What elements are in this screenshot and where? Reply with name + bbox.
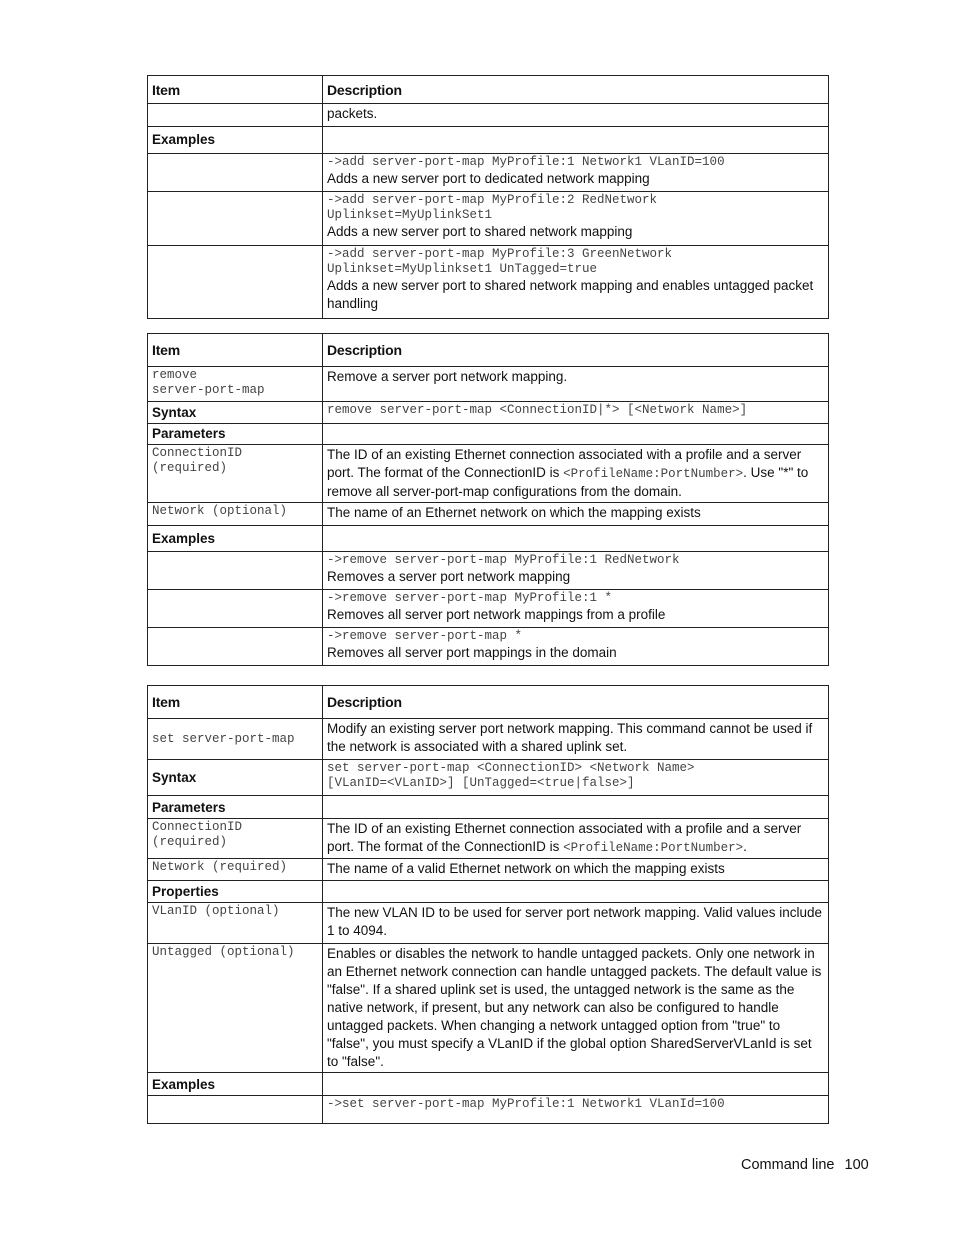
parameters-row bbox=[148, 796, 829, 819]
syntax-text: set server-port-map <ConnectionID> <Network Name> [VLanID=<VLanID>] [UnTagged=<true|false>] bbox=[327, 761, 695, 790]
header-item: Item bbox=[148, 686, 323, 719]
examples-row bbox=[148, 127, 829, 154]
command-name: remove server-port-map bbox=[152, 368, 265, 397]
table-row bbox=[148, 944, 829, 1073]
table-set-server-port-map bbox=[147, 685, 829, 1124]
command-name: set server-port-map bbox=[152, 731, 295, 746]
parameters-label: Parameters bbox=[148, 796, 323, 819]
examples-label: Examples bbox=[148, 1073, 323, 1096]
table-row bbox=[148, 590, 829, 628]
table-row bbox=[148, 192, 829, 246]
table-row bbox=[148, 819, 829, 859]
example-command: ->remove server-port-map MyProfile:1 * bbox=[327, 591, 613, 605]
header-description: Description bbox=[323, 686, 829, 719]
table-row bbox=[148, 104, 829, 127]
properties-label: Properties bbox=[148, 881, 323, 903]
example-description: Adds a new server port to shared network mapping bbox=[327, 224, 633, 239]
table-header-row bbox=[148, 686, 829, 719]
examples-label: Examples bbox=[148, 526, 323, 552]
header-item: Item bbox=[148, 76, 323, 104]
examples-label: Examples bbox=[148, 127, 323, 154]
syntax-row bbox=[148, 402, 829, 424]
table-add-server-port-map-continued bbox=[147, 75, 829, 319]
header-item: Item bbox=[148, 334, 323, 367]
table-row bbox=[148, 552, 829, 590]
param-description: The ID of an existing Ethernet connection associated with a profile and a server port. The format of the ConnectionID is <ProfileName:PortNumber>. Use "*" to remove all server-port-map configurations from the domain. bbox=[323, 445, 829, 503]
example-command: ->set server-port-map MyProfile:1 Network1 VLanId=100 bbox=[327, 1097, 725, 1111]
parameters-label: Parameters bbox=[148, 424, 323, 445]
example-command: ->add server-port-map MyProfile:2 RedNetwork Uplinkset=MyUplinkSet1 bbox=[327, 193, 658, 222]
table-row bbox=[148, 903, 829, 944]
example-command: ->add server-port-map MyProfile:1 Network1 VLanID=100 bbox=[327, 155, 725, 169]
table-row bbox=[148, 859, 829, 881]
example-description: Removes all server port mappings in the domain bbox=[327, 645, 617, 660]
param-name: ConnectionID (required) bbox=[152, 820, 243, 849]
header-description: Description bbox=[323, 334, 829, 367]
param-description: The name of an Ethernet network on which the mapping exists bbox=[323, 503, 829, 526]
syntax-row bbox=[148, 760, 829, 796]
table-row bbox=[148, 503, 829, 526]
table-row bbox=[148, 628, 829, 666]
table-header-row bbox=[148, 76, 829, 104]
example-description: Removes a server port network mapping bbox=[327, 569, 571, 584]
syntax-label: Syntax bbox=[148, 760, 323, 796]
format-code: <ProfileName:PortNumber> bbox=[563, 841, 744, 855]
command-row bbox=[148, 719, 829, 760]
page-footer bbox=[741, 1157, 869, 1173]
command-row bbox=[148, 367, 829, 402]
param-name: ConnectionID (required) bbox=[152, 446, 243, 475]
syntax-label: Syntax bbox=[148, 402, 323, 424]
example-description: Adds a new server port to shared network mapping and enables untagged packet handling bbox=[327, 278, 814, 311]
syntax-text: remove server-port-map <ConnectionID|*> [<Network Name>] bbox=[327, 403, 748, 417]
table-remove-server-port-map bbox=[147, 333, 829, 666]
param-name: Network (required) bbox=[152, 860, 288, 874]
example-description: Adds a new server port to dedicated network mapping bbox=[327, 171, 650, 186]
property-name: Untagged (optional) bbox=[152, 945, 295, 959]
property-name: VLanID (optional) bbox=[152, 904, 280, 918]
param-name: Network (optional) bbox=[152, 504, 288, 518]
table-row bbox=[148, 246, 829, 319]
table-row bbox=[148, 445, 829, 503]
continued-text: packets. bbox=[323, 104, 829, 127]
page-number: 100 bbox=[844, 1157, 869, 1173]
property-description: Enables or disables the network to handle untagged packets. Only one network in an Ethernet network connection can handle untagged packets. The default value is "false". If a shared uplink set is used, the untagged network is the same as the native network, if present, but any network can also be configured to handle untagged packets. When changing a network untagged option from "true" to "false", you must specify a VLanID if the global option SharedServerVLanId is set to "false". bbox=[323, 944, 829, 1073]
command-description: Modify an existing server port network mapping. This command cannot be used if the network is associated with a shared uplink set. bbox=[323, 719, 829, 760]
example-command: ->add server-port-map MyProfile:3 GreenNetwork Uplinkset=MyUplinkset1 UnTagged=true bbox=[327, 247, 673, 276]
table-header-row bbox=[148, 334, 829, 367]
command-description: Remove a server port network mapping. bbox=[323, 367, 829, 402]
param-description: The ID of an existing Ethernet connection associated with a profile and a server port. The format of the ConnectionID is <ProfileName:PortNumber>. bbox=[323, 819, 829, 859]
param-description: The name of a valid Ethernet network on which the mapping exists bbox=[323, 859, 829, 881]
example-description: Removes all server port network mappings from a profile bbox=[327, 607, 666, 622]
property-description: The new VLAN ID to be used for server port network mapping. Valid values include 1 to 4094. bbox=[323, 903, 829, 944]
examples-row bbox=[148, 1073, 829, 1096]
table-row bbox=[148, 1096, 829, 1124]
table-row bbox=[148, 154, 829, 192]
properties-row bbox=[148, 881, 829, 903]
header-description: Description bbox=[323, 76, 829, 104]
footer-section-title: Command line bbox=[741, 1157, 835, 1173]
example-command: ->remove server-port-map * bbox=[327, 629, 523, 643]
format-code: <ProfileName:PortNumber> bbox=[563, 467, 744, 481]
example-command: ->remove server-port-map MyProfile:1 RedNetwork bbox=[327, 553, 680, 567]
examples-row bbox=[148, 526, 829, 552]
parameters-row bbox=[148, 424, 829, 445]
